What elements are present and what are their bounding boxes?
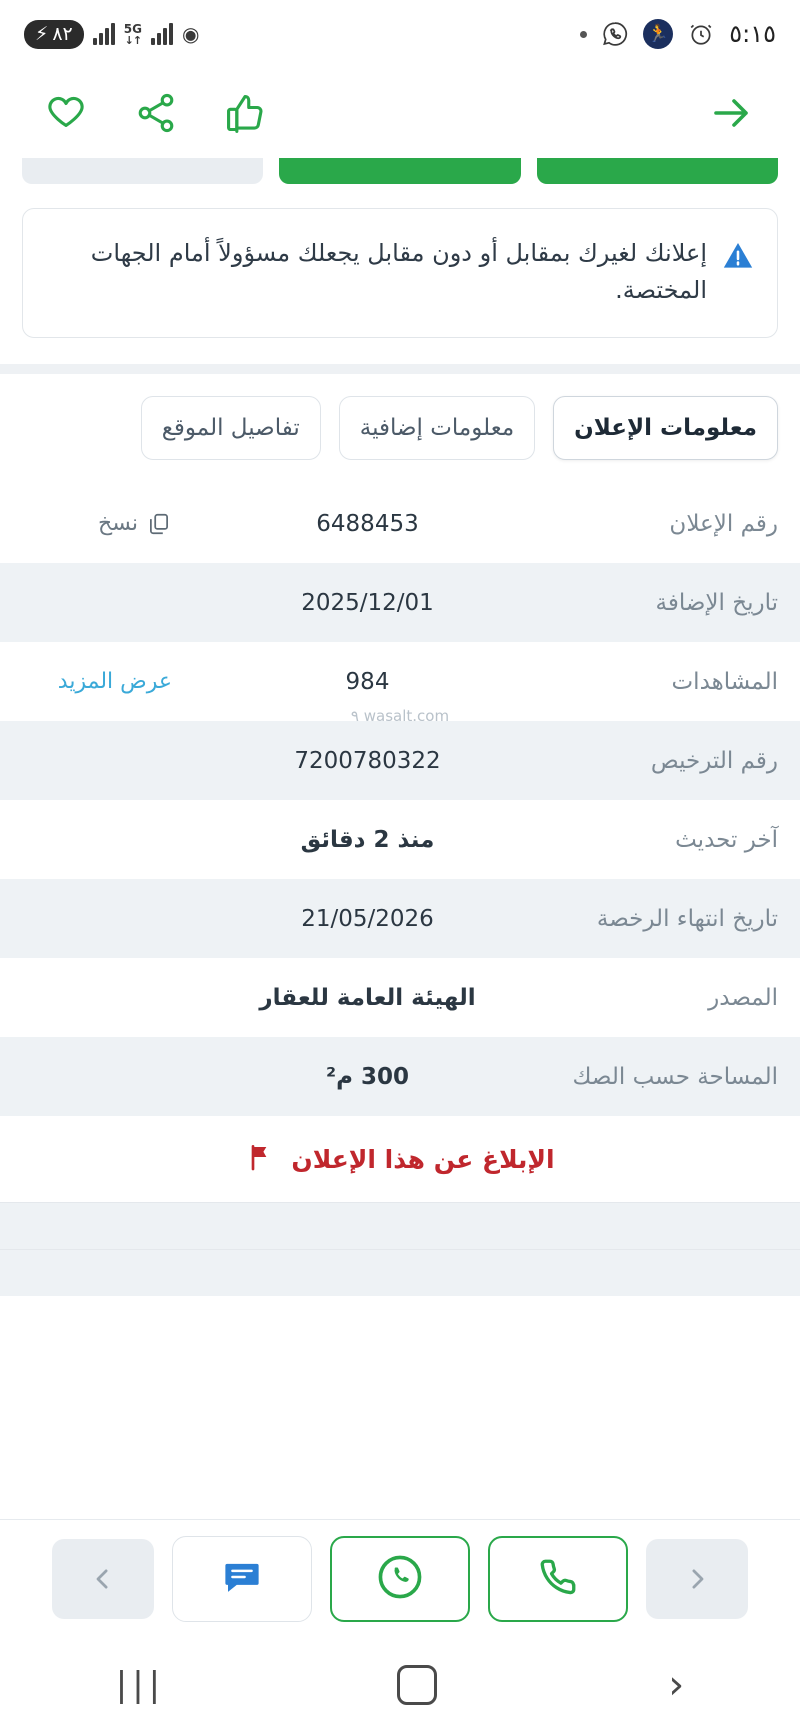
ad-info-table <box>0 484 800 1116</box>
chat-bubble-icon <box>221 1556 263 1602</box>
action-bar-icons <box>44 91 268 135</box>
row-label: رقم الإعلان <box>669 510 778 537</box>
row-value: 300 م² <box>326 1063 409 1090</box>
info-tabs <box>0 374 800 484</box>
filler-block <box>0 1250 800 1296</box>
whatsapp-status-icon <box>600 19 630 49</box>
battery-level: ٨٢ <box>52 22 73 45</box>
table-row <box>0 642 800 721</box>
action-bar <box>0 68 800 158</box>
row-label: المشاهدات <box>671 668 778 695</box>
arrow-forward-icon[interactable] <box>708 89 756 137</box>
share-icon[interactable] <box>134 91 178 135</box>
status-bar-left <box>24 20 199 49</box>
signal-bars-icon <box>93 23 115 45</box>
alarm-clock-icon <box>686 19 716 49</box>
site-watermark: wasalt.com ٩ <box>350 707 450 726</box>
status-dot-icon <box>580 31 587 38</box>
tab-location-details[interactable]: تفاصيل الموقع <box>141 396 321 460</box>
warning-triangle-icon <box>721 239 755 277</box>
android-navigation-bar <box>0 1637 800 1733</box>
phone-icon <box>537 1556 579 1602</box>
row-value: منذ 2 دقائق <box>300 826 435 853</box>
table-row <box>0 484 800 563</box>
battery-charging-icon: ⚡ <box>35 22 49 45</box>
back-button[interactable]: › <box>668 1662 685 1708</box>
table-row <box>0 800 800 879</box>
row-label: تاريخ انتهاء الرخصة <box>596 905 778 932</box>
row-value: 6488453 <box>316 510 419 537</box>
whatsapp-button[interactable] <box>330 1536 470 1622</box>
report-ad-button[interactable] <box>0 1116 800 1202</box>
next-listing-button[interactable] <box>646 1539 748 1619</box>
row-value: الهيئة العامة للعقار <box>259 984 476 1011</box>
warning-box <box>22 208 778 338</box>
warning-text: إعلانك لغيرك بمقابل أو دون مقابل يجعلك مسؤولاً أمام الجهات المختصة. <box>90 239 707 305</box>
table-row <box>0 879 800 958</box>
data-arrows-icon: ↓↑ <box>124 33 142 47</box>
filler-block <box>0 1203 800 1249</box>
row-value: 984 <box>345 668 390 695</box>
prev-listing-button[interactable] <box>52 1539 154 1619</box>
row-label: تاريخ الإضافة <box>655 589 778 616</box>
tab-ad-information[interactable]: معلومات الإعلان <box>553 396 778 460</box>
battery-indicator <box>24 20 84 49</box>
section-divider <box>0 364 800 374</box>
contact-action-bar <box>0 1519 800 1637</box>
report-ad-label: الإبلاغ عن هذا الإعلان <box>291 1144 555 1174</box>
status-clock: ٥:١٥ <box>729 20 776 48</box>
row-value: 21/05/2026 <box>301 905 434 932</box>
row-value: 2025/12/01 <box>301 589 434 616</box>
tab-additional-information[interactable]: معلومات إضافية <box>339 396 535 460</box>
warning-section <box>0 194 800 364</box>
favorite-heart-icon[interactable] <box>44 91 88 135</box>
partial-cta-strip <box>0 158 800 194</box>
table-row <box>0 958 800 1037</box>
thumbs-up-icon[interactable] <box>224 91 268 135</box>
location-pin-icon: ◉ <box>181 22 200 46</box>
chat-button[interactable] <box>172 1536 312 1622</box>
status-bar <box>0 0 800 68</box>
home-button[interactable] <box>397 1665 437 1705</box>
signal-bars-secondary-icon <box>151 23 173 45</box>
row-label: المساحة حسب الصك <box>572 1063 778 1090</box>
network-label: 5G <box>123 21 142 36</box>
fitness-tracker-icon: 🏃 <box>643 19 673 49</box>
table-row <box>0 707 800 800</box>
whatsapp-icon <box>377 1554 423 1604</box>
bottom-filler <box>0 1202 800 1296</box>
row-label: آخر تحديث <box>675 826 778 853</box>
cta-button-partial-right[interactable] <box>537 158 778 184</box>
table-row <box>0 1037 800 1116</box>
recents-button[interactable]: ||| <box>115 1665 166 1705</box>
copy-label: نسخ <box>98 511 138 537</box>
row-value: 7200780322 <box>294 747 441 774</box>
network-5g-icon <box>124 23 142 46</box>
cta-button-partial-middle[interactable] <box>279 158 520 184</box>
copy-icon <box>146 511 172 537</box>
copy-ad-number-button[interactable] <box>22 511 172 537</box>
row-label: المصدر <box>708 984 778 1011</box>
table-row <box>0 563 800 642</box>
show-more-link[interactable]: عرض المزيد <box>57 669 172 695</box>
row-label: رقم الترخيص <box>650 747 778 774</box>
call-button[interactable] <box>488 1536 628 1622</box>
report-flag-icon <box>245 1141 277 1177</box>
status-bar-right <box>580 19 776 49</box>
cta-button-partial-left[interactable] <box>22 158 263 184</box>
